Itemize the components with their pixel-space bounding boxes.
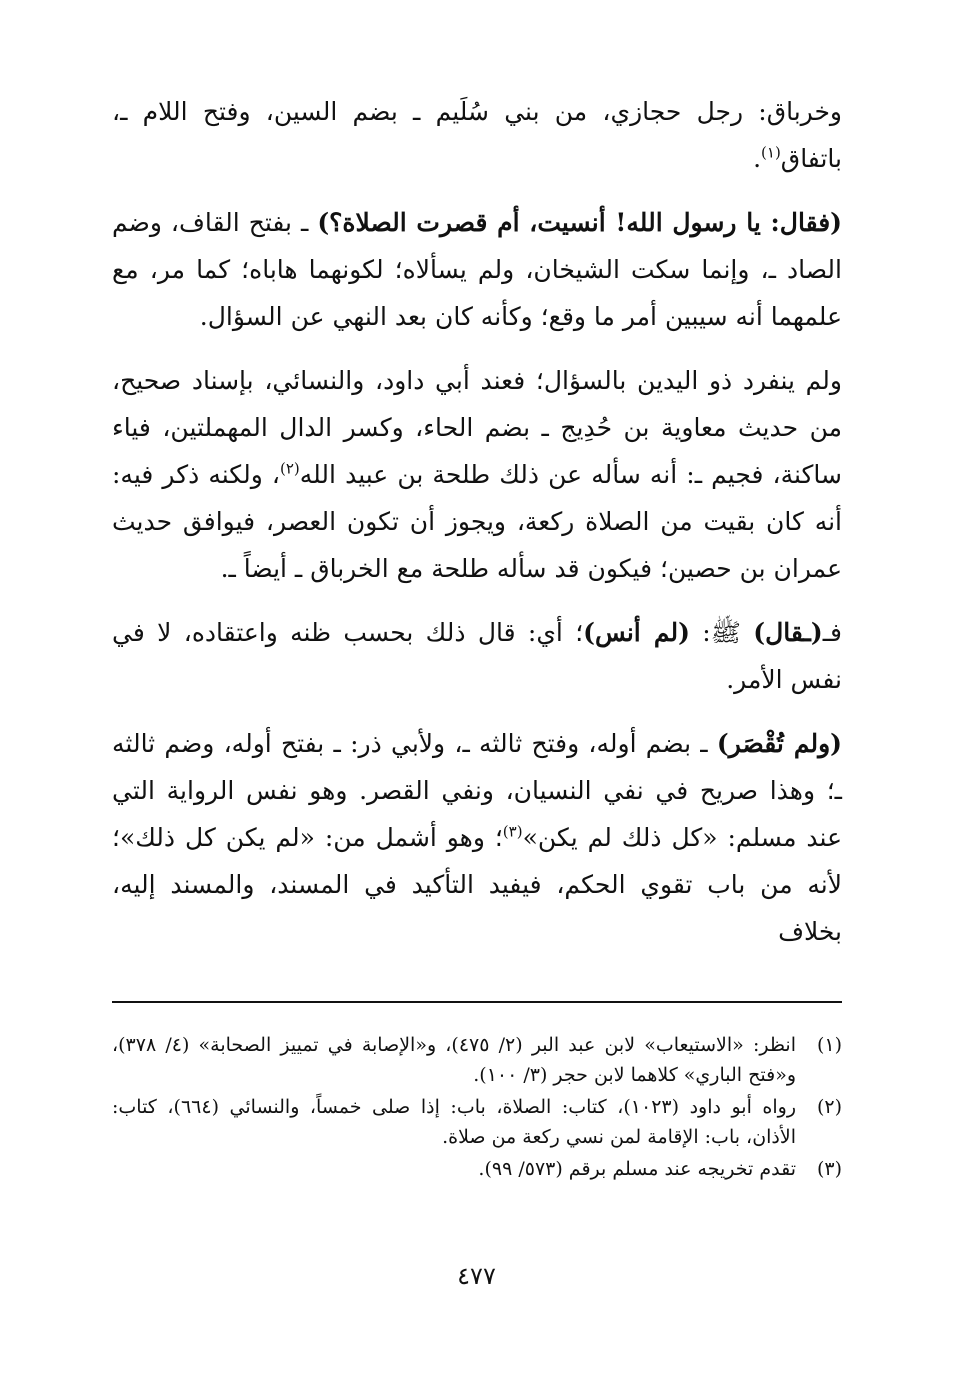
commentary-text: وخرباق: رجل حجازي، من بني سُلَيم ـ بضم السين، وفتح اللام ـ، باتفاق [112,97,842,173]
footnote-number: (١) [816,1034,842,1056]
paragraph [112,720,842,955]
commentary-text: ـ بضم أوله، وفتح ثالثه ـ، ولأبي ذر: ـ بفتح أوله، وضم ثالثه ـ؛ وهذا صريح في نفي النسيان، ونفي القصر. وهو نفس الرواية التي عند مسلم: «كل ذلك لم يكن» [112,729,842,852]
commentary-text: ؛ أي: قال ذلك بحسب ظنه واعتقاده، لا في نفس الأمر. [112,618,842,694]
quoted-hadith-text: (لم أنس) [583,618,690,647]
footnote-text: رواه أبو داود (١٠٢٣)، كتاب: الصلاة، باب: إذا صلى خمساً، والنسائي (٦٦٤)، كتاب: الأذان، باب: الإقامة لمن نسي ركعة من صلاة. [112,1096,796,1148]
paragraph [112,357,842,592]
paragraph [112,88,842,182]
footnote [112,1154,842,1184]
footnote-reference: (٢) [279,459,300,478]
footnote-text: انظر: «الاستيعاب» لابن عبد البر (٢/ ٤٧٥)، و«الإصابة في تمييز الصحابة» (٤/ ٣٧٨)، و«فتح الباري» كلاهما لابن حجر (٣/ ١٠٠). [112,1034,796,1086]
paragraph [112,609,842,703]
footnote-reference: (٣) [502,822,523,841]
footnote-divider [112,1001,842,1003]
footnote [112,1030,842,1090]
commentary-text: ؛ وهو أشمل من: «لم يكن كل ذلك»؛ لأنه من باب تقوي الحكم، فيفيد التأكيد في المسند، والمسند إليه، بخلاف [112,823,842,946]
commentary-text: ولم ينفرد ذو اليدين بالسؤال؛ فعند أبي داود، والنسائي، بإسناد صحيح، من حديث معاوية بن حُدِيج ـ بضم الحاء، وكسر الدال المهملتين، فياء ساكنة، فجيم ـ: أنه سأله عن ذلك طلحة بن عبيد الله [112,366,842,489]
commentary-text: فـ [822,618,842,647]
paragraph [112,199,842,340]
commentary-text: . [753,144,762,173]
commentary-text: ـ بفتح القاف، وضم الصاد ـ، وإنما سكت الشيخان، ولم يسألاه؛ لكونهما هاباه؛ كما مر، مع علمهما أنه سيبين أمر ما وقع؛ وكأنه كان بعد النهي عن السؤال. [112,208,842,331]
footnotes [112,1030,842,1186]
main-text [112,88,842,972]
quoted-hadith-text: (ـقال) [753,618,823,647]
commentary-text: ، ولكنه ذكر فيه: أنه كان بقيت من الصلاة ركعة، ويجوز أن تكون العصر، فيوافق حديث عمران بن حصين؛ فيكون قد سأله طلحة مع الخرباق ـ أيضاً ـ. [112,460,842,583]
footnote-reference: (١) [761,143,781,162]
footnote-text: تقدم تخريجه عند مسلم برقم (٥٧٣/ ٩٩). [478,1158,796,1180]
quoted-hadith-text: (ولم تُقْصَر) [716,729,842,758]
footnote-number: (٣) [816,1158,842,1180]
commentary-text: ﷺ: [689,618,754,647]
quoted-hadith-text: (فقال: يا رسول الله! أنسيت، أم قصرت الصلاة؟) [317,208,842,237]
page-number: ٤٧٧ [457,1262,496,1290]
footnote [112,1092,842,1152]
footnote-number: (٢) [816,1096,842,1118]
